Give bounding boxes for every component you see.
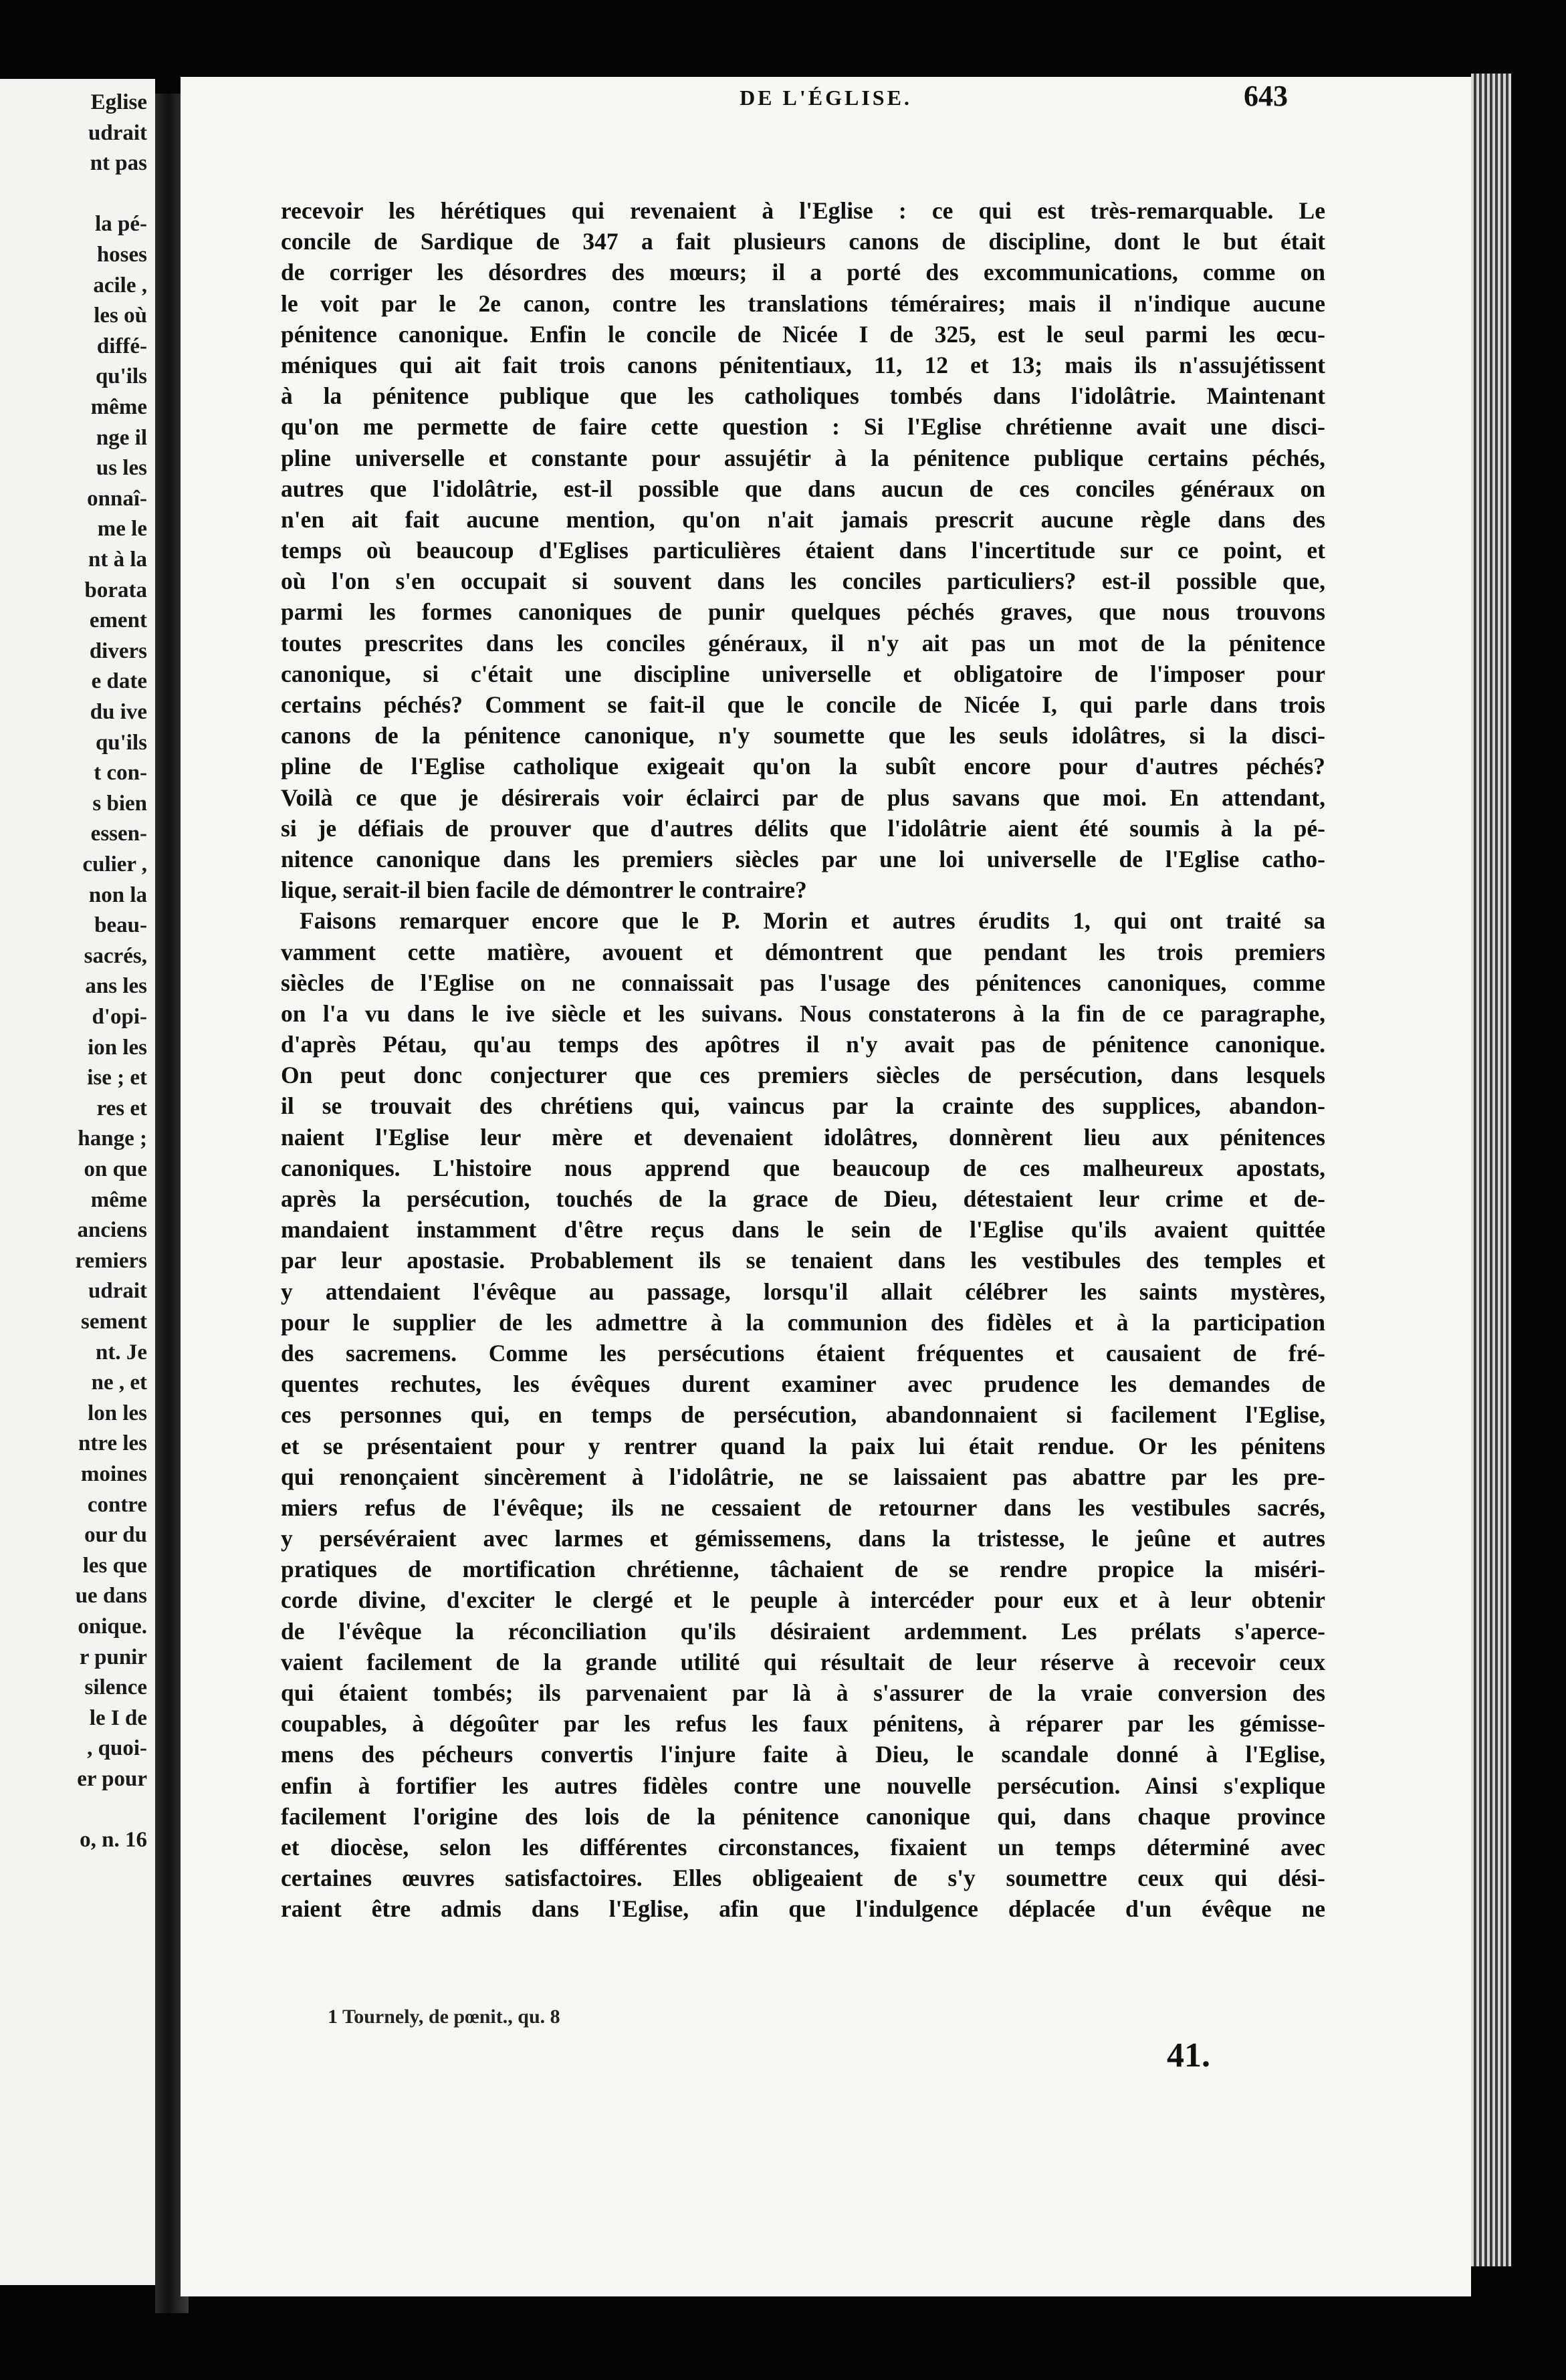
text-line: méniques qui ait fait trois canons pénitentiaux, 11, 12 et 13; mais ils n'assujétissent (281, 351, 1325, 378)
left-page-line: anciens (77, 1218, 147, 1243)
left-page-line: res et (96, 1096, 147, 1120)
left-page-line: , quoi- (87, 1736, 147, 1761)
text-line: certains péchés? Comment se fait-il que le concile de Nicée I, qui parle dans trois (281, 691, 1325, 718)
left-page-line: Eglise (90, 90, 147, 114)
text-line: qu'on me permette de faire cette question : Si l'Eglise chrétienne avait une disci- (281, 413, 1325, 441)
left-page-line: nt pas (90, 151, 147, 176)
left-page-line: our du (84, 1523, 147, 1548)
text-line: n'en ait fait aucune mention, qu'on n'ait jamais prescrit aucune règle dans des (281, 505, 1325, 533)
text-line: canons de la pénitence canonique, n'y soumette que les seuls idolâtres, si la disci- (281, 722, 1325, 749)
left-page-line: contre (87, 1492, 147, 1517)
left-page-line: e date (91, 669, 147, 694)
left-page-line: du ive (90, 700, 147, 724)
text-line: pline de l'Eglise catholique exigeait qu'on la subît encore pour d'autres péchés? (281, 753, 1325, 780)
text-line: temps où beaucoup d'Eglises particulières étaient dans l'incertitude sur ce point, et (281, 537, 1325, 564)
text-line: y attendaient l'évêque au passage, lorsqu'il allait célébrer les saints mystères, (281, 1278, 1325, 1305)
text-line: coupables, à dégoûter par les refus les faux pénitens, à réparer par les gémisse- (281, 1710, 1325, 1738)
left-page-line: moines (81, 1462, 147, 1486)
text-line: On peut donc conjecturer que ces premiers siècles de persécution, dans lesquels (281, 1062, 1325, 1089)
text-line: autres que l'idolâtrie, est-il possible que dans aucun de ces conciles généraux on (281, 475, 1325, 502)
text-line: mens des pécheurs convertis l'injure faite à Dieu, le scandale donné à l'Eglise, (281, 1741, 1325, 1768)
left-page-line: nt à la (88, 548, 147, 572)
text-line: il se trouvait des chrétiens qui, vaincus par la crainte des supplices, abandon- (281, 1092, 1325, 1120)
left-page-line: divers (89, 638, 147, 663)
left-page (0, 79, 155, 2285)
left-page-line: même (90, 1187, 147, 1212)
text-line: vaient facilement de la grande utilité qui résultait de leur réserve à recevoir ceux (281, 1648, 1325, 1675)
text-line: siècles de l'Eglise on ne connaissait pas l'usage des pénitences canoniques, comme (281, 969, 1325, 996)
text-line: corde divine, d'exciter le clergé et le peuple à intercéder pour eux et à leur obtenir (281, 1586, 1325, 1614)
text-line: parmi les formes canoniques de punir quelques péchés graves, que nous trouvons (281, 598, 1325, 626)
left-page-line: ans les (85, 974, 147, 999)
left-page-line: me le (97, 517, 147, 542)
left-page-line: beau- (94, 913, 147, 938)
left-page-line: non la (88, 882, 147, 907)
text-line: pour le supplier de les admettre à la communion des fidèles et à la participation (281, 1308, 1325, 1336)
text-line: Voilà ce que je désirerais voir éclairci par de plus savans que moi. En attendant, (281, 784, 1325, 811)
text-line: de corriger les désordres des mœurs; il a porté des excommunications, comme on (281, 259, 1325, 286)
page-number: 643 (1244, 80, 1288, 112)
left-page-line: udrait (88, 1279, 147, 1304)
left-page-line: remiers (75, 1248, 147, 1273)
text-line: miers refus de l'évêque; ils ne cessaient de retourner dans les vestibules sacrés, (281, 1494, 1325, 1521)
text-line: pénitence canonique. Enfin le concile de Nicée I de 325, est le seul parmi les œcu- (281, 320, 1325, 348)
left-page-line: la pé- (95, 212, 147, 237)
text-line: et se présentaient pour y rentrer quand la paix lui était rendue. Or les pénitens (281, 1432, 1325, 1459)
text-line: qui étaient tombés; ils parvenaient par là à s'assurer de la vraie conversion des (281, 1679, 1325, 1706)
left-page-line: udrait (88, 120, 147, 145)
text-line: de l'évêque la réconciliation qu'ils désiraient ardemment. Les prélats s'aperce- (281, 1617, 1325, 1645)
left-page-line: culier , (82, 852, 147, 876)
text-line: nitence canonique dans les premiers siècles par une loi universelle de l'Eglise catho- (281, 845, 1325, 872)
left-page-line: lon les (88, 1401, 147, 1425)
text-line: naient l'Eglise leur mère et devenaient idolâtres, donnèrent lieu aux pénitences (281, 1123, 1325, 1151)
left-page-line: on que (84, 1157, 147, 1181)
text-line: Faisons remarquer encore que le P. Morin et autres érudits 1, qui ont traité sa (300, 907, 1325, 935)
text-line: pline universelle et constante pour assujétir à la pénitence publique certains péchés, (281, 444, 1325, 471)
left-page-line: sement (81, 1310, 147, 1334)
left-page-line: borata (84, 578, 147, 602)
text-line: des sacremens. Comme les persécutions étaient fréquentes et causaient de fré- (281, 1339, 1325, 1366)
text-line: enfin à fortifier les autres fidèles contre une nouvelle persécution. Ainsi s'explique (281, 1772, 1325, 1799)
left-page-line: ise ; et (87, 1066, 147, 1090)
left-page-line: t con- (94, 761, 147, 786)
left-page-line: qu'ils (95, 364, 147, 389)
text-line: lique, serait-il bien facile de démontrer le contraire? (281, 876, 807, 904)
left-page-line: les que (82, 1553, 147, 1578)
text-line: si je défiais de prouver que d'autres délits que l'idolâtrie aient été soumis à la pé- (281, 814, 1325, 842)
left-page-line: diffé- (96, 334, 147, 358)
left-page-line: silence (84, 1675, 147, 1700)
text-line: d'après Pétau, qu'au temps des apôtres il n'y avait pas de pénitence canonique. (281, 1031, 1325, 1058)
text-line: quentes rechutes, les évêques durent examiner avec prudence les demandes de (281, 1371, 1325, 1398)
text-line: y persévéraient avec larmes et gémissemens, dans la tristesse, le jeûne et autres (281, 1525, 1325, 1552)
text-line: qui renonçaient sincèrement à l'idolâtrie, ne se laissaient pas abattre par les pre- (281, 1463, 1325, 1490)
text-line: concile de Sardique de 347 a fait plusieurs canons de discipline, dont le but était (281, 228, 1325, 255)
text-line: recevoir les hérétiques qui revenaient à l'Eglise : ce qui est très-remarquable. Le (281, 197, 1325, 224)
left-page-line: hange ; (78, 1126, 147, 1151)
text-line: canoniques. L'histoire nous apprend que beaucoup de ces malheureux apostats, (281, 1154, 1325, 1181)
left-page-line: le I de (89, 1705, 147, 1730)
left-page-line: les où (94, 304, 147, 328)
text-line: canonique, si c'était une discipline universelle et obligatoire de l'imposer pour (281, 660, 1325, 687)
text-line: le voit par le 2e canon, contre les translations téméraires; mais il n'indique aucune (281, 289, 1325, 317)
left-page-line: acile , (93, 273, 147, 298)
left-page-line: d'opi- (92, 1005, 147, 1029)
text-line: certaines œuvres satisfactoires. Elles obligeaient de s'y soumettre ceux qui dési- (281, 1865, 1325, 1892)
text-line: à la pénitence publique que les catholiques tombés dans l'idolâtrie. Maintenant (281, 382, 1325, 410)
left-page-line: s bien (92, 791, 147, 816)
text-line: mandaient instamment d'être reçus dans le sein de l'Eglise qu'ils avaient quittée (281, 1216, 1325, 1243)
left-page-line: o, n. 16 (80, 1828, 147, 1853)
text-line: raient être admis dans l'Eglise, afin que l'indulgence déplacée d'un évêque ne (281, 1895, 1325, 1923)
left-page-line: sacrés, (84, 943, 147, 968)
text-line: facilement l'origine des lois de la pénitence canonique qui, dans chaque province (281, 1802, 1325, 1830)
left-page-line: hoses (96, 243, 147, 267)
signature-mark: 41. (1167, 2036, 1210, 2074)
footnote: 1 Tournely, de pœnit., qu. 8 (328, 2006, 560, 2028)
left-page-line: nge il (96, 425, 147, 450)
text-line: après la persécution, touchés de la grace de Dieu, détestaient leur crime et de- (281, 1185, 1325, 1212)
page-edge-stack (1471, 74, 1511, 2266)
left-page-line: r punir (79, 1645, 147, 1669)
left-page-line: essen- (90, 822, 147, 846)
left-page-line: nt. Je (96, 1340, 147, 1364)
left-page-line: ement (89, 608, 147, 633)
text-line: on l'a vu dans le ive siècle et les suivans. Nous constaterons à la fin de ce paragraphe, (281, 999, 1325, 1027)
left-page-line: er pour (77, 1767, 147, 1791)
text-line: vamment cette matière, avouent et démontrent que pendant les trois premiers (281, 938, 1325, 965)
left-page-line: onique. (78, 1615, 147, 1639)
text-line: pratiques de mortification chrétienne, tâchaient de se rendre propice la miséri- (281, 1556, 1325, 1583)
text-line: par leur apostasie. Probablement ils se tenaient dans les vestibules des temples et (281, 1247, 1325, 1274)
left-page-line: ntre les (78, 1431, 147, 1456)
left-page-line: qu'ils (95, 730, 147, 755)
text-line: où l'on s'en occupait si souvent dans les conciles particuliers? est-il possible que, (281, 568, 1325, 595)
left-page-line: ion les (88, 1035, 147, 1060)
text-line: ces personnes qui, en temps de persécution, abandonnaient si facilement l'Eglise, (281, 1401, 1325, 1429)
left-page-line: ue dans (75, 1584, 147, 1609)
left-page-line: même (90, 395, 147, 419)
left-page-line: us les (96, 456, 147, 481)
running-title: DE L'ÉGLISE. (740, 86, 912, 110)
text-line: toutes prescrites dans les conciles généraux, il n'y ait pas un mot de la pénitence (281, 629, 1325, 657)
body-text (281, 195, 1325, 1925)
left-page-line: onnaî- (87, 486, 147, 511)
left-page-line: ne , et (91, 1371, 147, 1395)
text-line: et diocèse, selon les différentes circonstances, fixaient un temps déterminé avec (281, 1833, 1325, 1861)
